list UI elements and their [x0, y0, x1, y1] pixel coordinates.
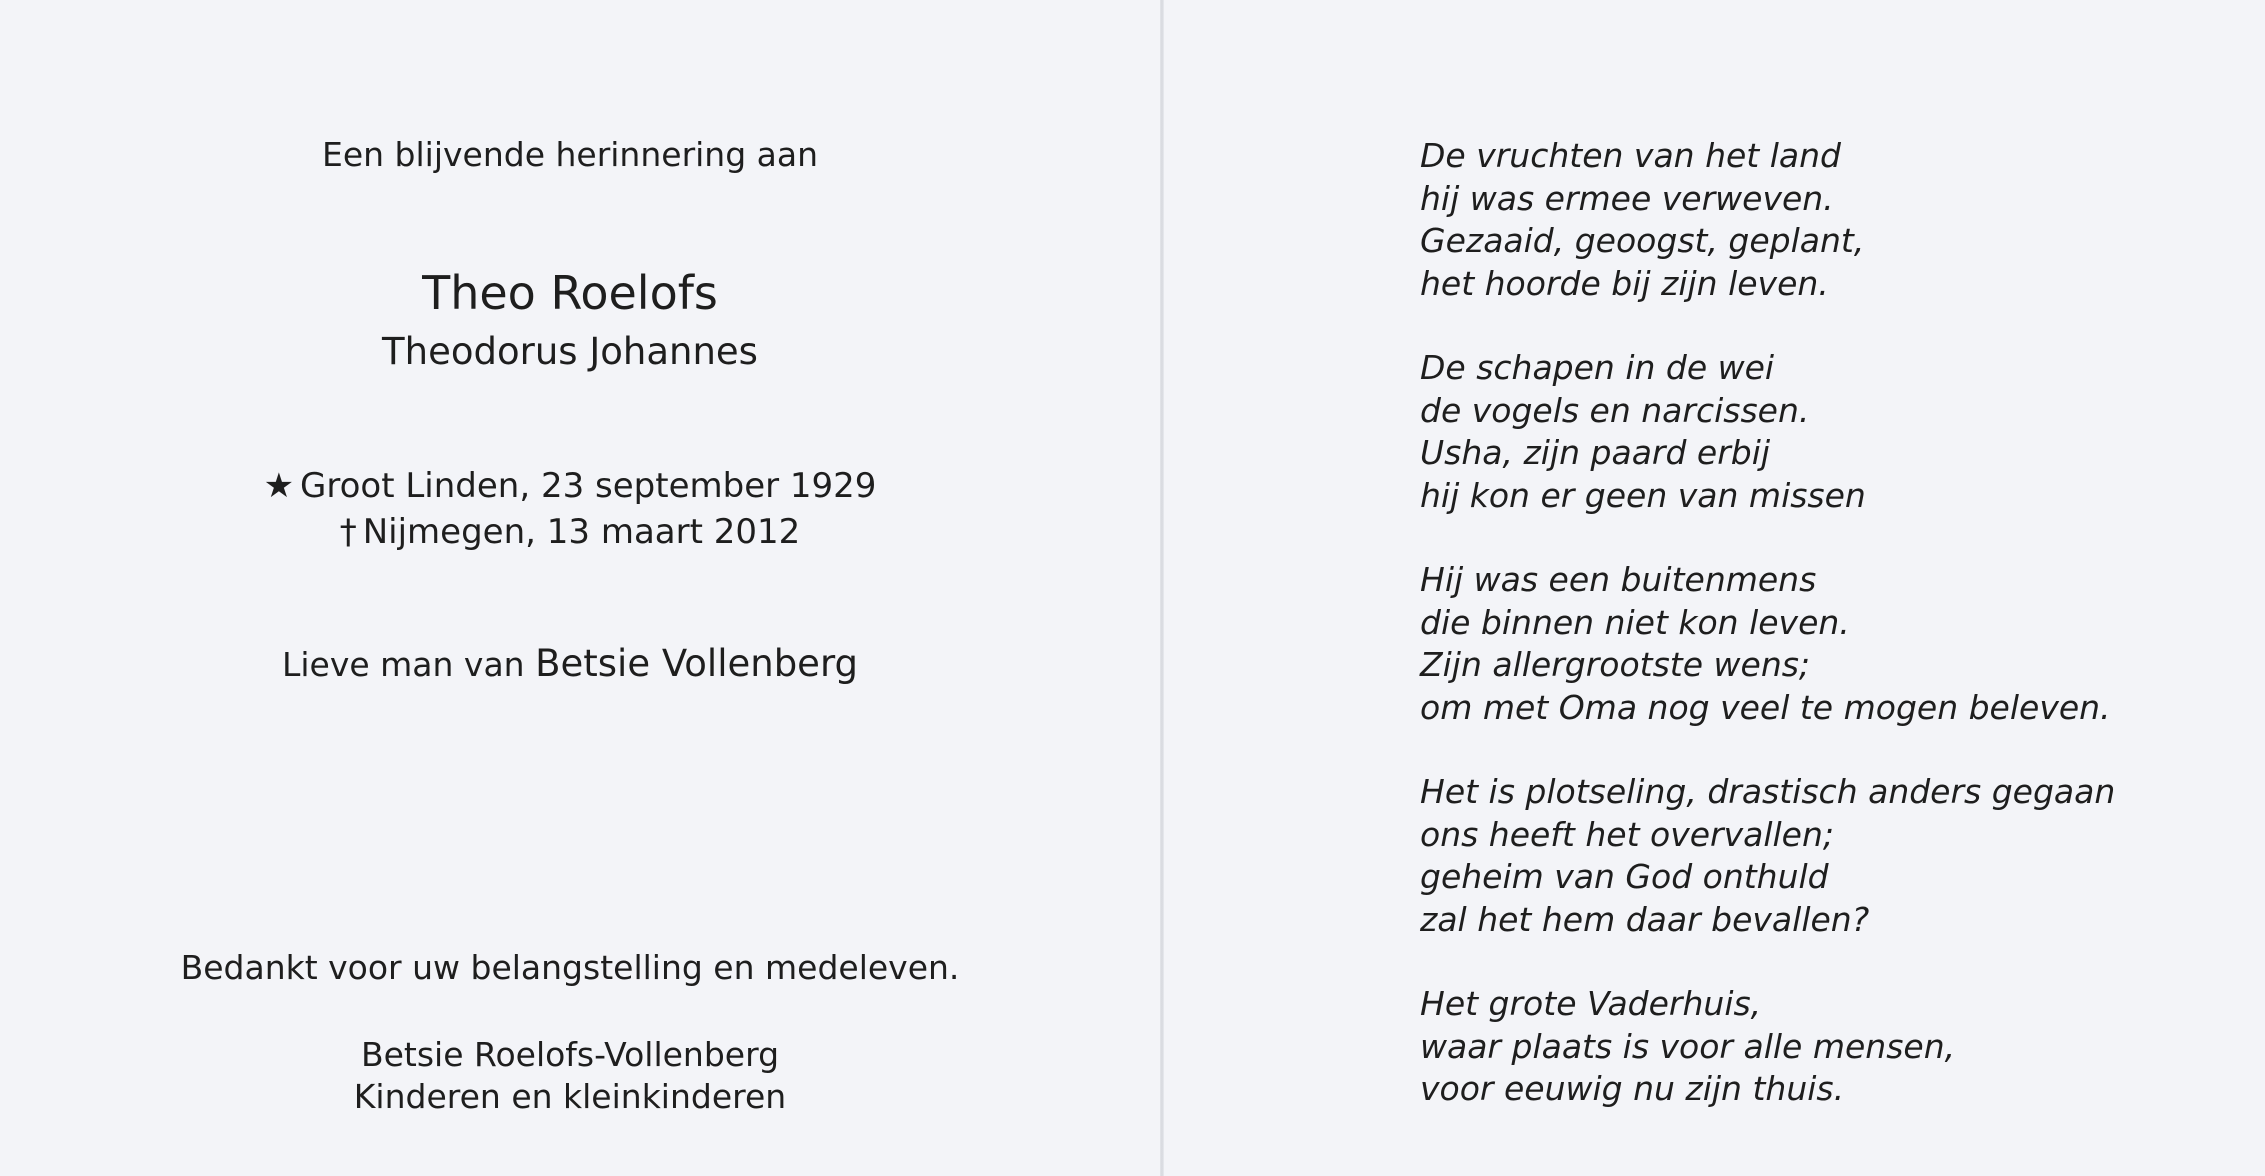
poem-line: Het is plotseling, drastisch anders gegaan	[1420, 772, 2116, 811]
cross-icon: †	[339, 512, 357, 552]
death-line	[0, 512, 1140, 552]
spouse-line	[0, 642, 1140, 685]
right-page	[1164, 0, 2265, 1176]
poem-line: Gezaaid, geoogst, geplant,	[1420, 221, 1865, 260]
poem-stanza	[1420, 135, 2115, 305]
poem-stanza	[1420, 771, 2115, 941]
poem-stanza	[1420, 347, 2115, 517]
poem-line: het hoorde bij zijn leven.	[1420, 263, 1829, 303]
poem-line: zal het hem daar bevallen?	[1420, 899, 1870, 939]
poem-line: die binnen niet kon leven.	[1420, 602, 1850, 642]
poem-line: waar plaats is voor alle mensen,	[1420, 1026, 1956, 1066]
birth-line	[0, 466, 1140, 506]
spouse-name: Betsie Vollenberg	[535, 642, 858, 685]
intro-text: Een blijvende herinnering aan	[321, 135, 819, 174]
poem-line: Het grote Vaderhuis,	[1420, 984, 1762, 1023]
star-icon: ★	[263, 466, 295, 506]
spouse-prefix: Lieve man van	[281, 645, 525, 684]
thanks-text: Bedankt voor uw belangstelling en medeleven.	[180, 948, 960, 987]
signature-family: Kinderen en kleinkinderen	[353, 1077, 787, 1116]
birth-text: Groot Linden, 23 september 1929	[300, 466, 877, 506]
poem-line: Hij was een buitenmens	[1420, 560, 1817, 599]
poem-line: hij kon er geen van missen	[1420, 475, 1866, 515]
poem-line: Usha, zijn paard erbij	[1420, 433, 1771, 472]
poem-line: De vruchten van het land	[1420, 136, 1841, 175]
poem-line: de vogels en narcissen.	[1420, 390, 1810, 430]
poem-line: Zijn allergrootste wens;	[1420, 645, 1811, 684]
poem-line: De schapen in de wei	[1420, 348, 1775, 387]
deceased-full-name: Theodorus Johannes	[382, 330, 758, 373]
poem-line: voor eeuwig nu zijn thuis.	[1420, 1069, 1845, 1108]
deceased-name: Theo Roelofs	[422, 266, 718, 320]
poem-line: geheim van God onthuld	[1420, 857, 1829, 896]
death-text: Nijmegen, 13 maart 2012	[362, 512, 801, 552]
poem-stanza	[1420, 983, 2115, 1111]
poem-stanza	[1420, 559, 2115, 729]
signature-spouse: Betsie Roelofs-Vollenberg	[360, 1035, 780, 1074]
poem-line: ons heeft het overvallen;	[1420, 814, 1835, 854]
poem-line: hij was ermee verweven.	[1420, 178, 1834, 218]
poem-line: om met Oma nog veel te mogen beleven.	[1420, 687, 2111, 727]
poem	[1420, 135, 2115, 1153]
